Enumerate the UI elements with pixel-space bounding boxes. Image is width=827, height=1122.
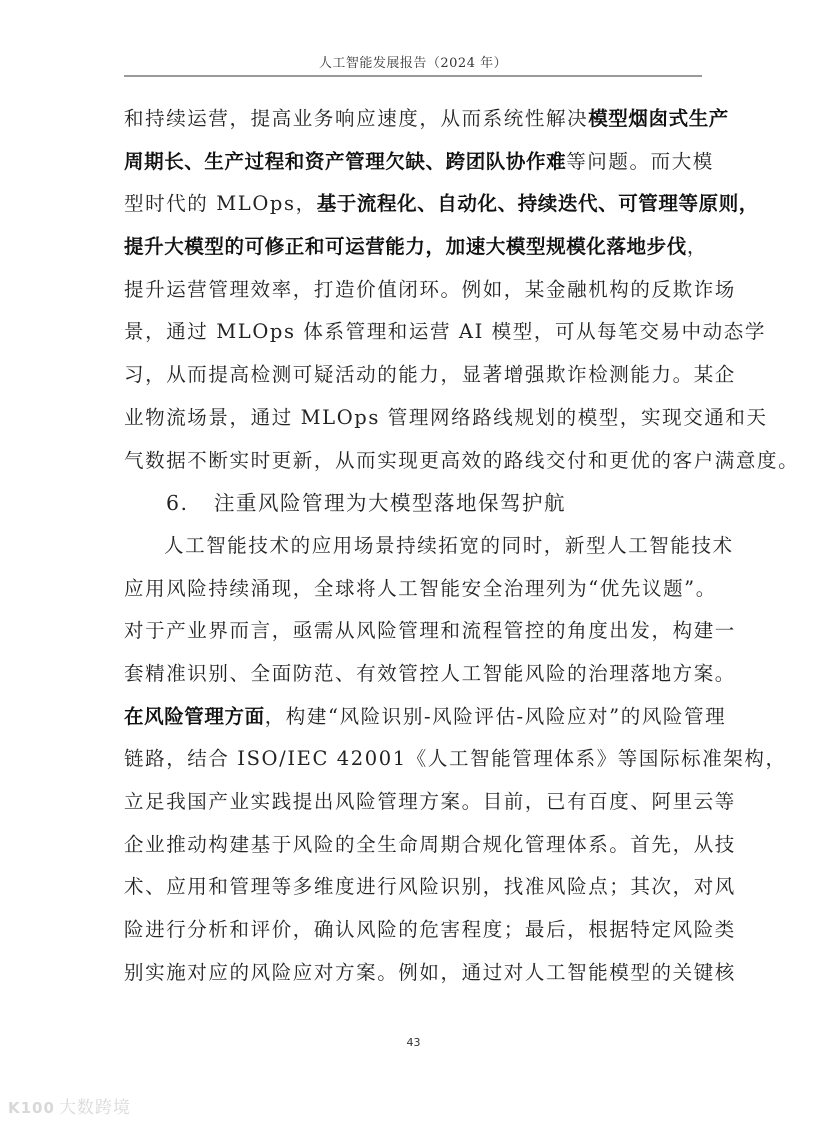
text-segment: 型时代的 MLOps， [124, 192, 317, 216]
bold-text: 周期长、生产过程和资产管理欠缺、跨团队协作难 [124, 149, 567, 173]
page-number: 43 [406, 1036, 421, 1049]
text-line [124, 269, 736, 312]
text-line [124, 866, 736, 909]
running-header: 人工智能发展报告（2024 年） [318, 56, 508, 71]
text-segment: 套精准识别、全面防范、有效管控人工智能风险的治理落地方案。 [124, 661, 736, 685]
document-body [124, 98, 800, 994]
text-segment: 气数据不断实时更新，从而实现更高效的路线交付和更优的客户满意度。 [124, 448, 800, 472]
paragraph-risk-management [124, 525, 787, 995]
text-segment: 链路，结合 ISO/IEC 42001《人工智能管理体系》等国际标准架构， [124, 747, 787, 771]
text-line [124, 98, 729, 141]
section-title: 注重风险管理为大模型落地保驾护航 [214, 491, 566, 516]
text-segment: 等问题。而大模 [566, 149, 714, 173]
watermark [8, 1093, 131, 1118]
bold-text: 在风险管理方面 [124, 704, 265, 728]
text-segment: 术、应用和管理等多维度进行风险识别，找准风险点；其次，对风 [124, 875, 736, 899]
text-line [124, 397, 768, 440]
text-line [124, 354, 736, 397]
text-segment: 立足我国产业实践提出风险管理方案。目前，已有百度、阿里云等 [124, 790, 736, 813]
text-segment: 企业推动构建基于风险的全生命周期合规化管理体系。首先，从技 [124, 832, 736, 856]
text-line [124, 952, 736, 995]
bold-text: 提升大模型的可修正和可运营能力，加速大模型规模化落地步伐 [124, 235, 687, 259]
text-segment: ， [686, 235, 708, 259]
watermark-text: 大数跨境 [58, 1098, 131, 1118]
text-line [124, 440, 800, 483]
text-segment: 和持续运营，提高业务响应速度，从而系统性解决 [124, 107, 589, 130]
bold-text: 模型烟囱式生产 [588, 107, 729, 130]
text-line [124, 525, 734, 568]
header-divider [124, 75, 702, 77]
text-line [124, 781, 736, 824]
text-line [124, 568, 717, 611]
text-segment: 提升运营管理效率，打造价值闭环。例如，某金融机构的反欺诈场 [124, 277, 736, 301]
text-line [124, 183, 759, 226]
paragraph-mlops [124, 98, 800, 482]
text-line [124, 738, 787, 781]
section-heading [124, 482, 699, 525]
text-line [124, 696, 727, 739]
text-line [124, 909, 736, 952]
text-line [124, 824, 736, 867]
section-number: 6. [166, 491, 189, 516]
text-segment: 险进行分析和评价，确认风险的危害程度；最后，根据特定风险类 [124, 918, 736, 942]
text-segment: 别实施对应的风险应对方案。例如，通过对人工智能模型的关键核 [124, 960, 736, 984]
text-segment: 应用风险持续涌现，全球将人工智能安全治理列为“优先议题”。 [124, 576, 717, 600]
text-segment: ，构建“风险识别-风险评估-风险应对”的风险管理 [264, 704, 727, 728]
text-line [124, 311, 766, 354]
text-line [124, 653, 736, 696]
text-segment: 人工智能技术的应用场景持续拓宽的同时，新型人工智能技术 [164, 533, 734, 557]
text-segment: 习，从而提高检测可疑活动的能力，显著增强欺诈检测能力。某企 [124, 363, 736, 387]
text-segment: 业物流场景，通过 MLOps 管理网络路线规划的模型，实现交通和天 [124, 405, 768, 429]
text-line [124, 226, 708, 269]
text-segment: 景，通过 MLOps 体系管理和运营 AI 模型，可从每笔交易中动态学 [124, 320, 766, 344]
watermark-logo-icon: K100 [8, 1099, 55, 1117]
text-line [124, 610, 736, 653]
text-line [124, 141, 714, 184]
text-segment: 对于产业界而言，亟需从风险管理和流程管控的角度出发，构建一 [124, 619, 736, 643]
bold-text: 基于流程化、自动化、持续迭代、可管理等原则， [316, 192, 759, 216]
